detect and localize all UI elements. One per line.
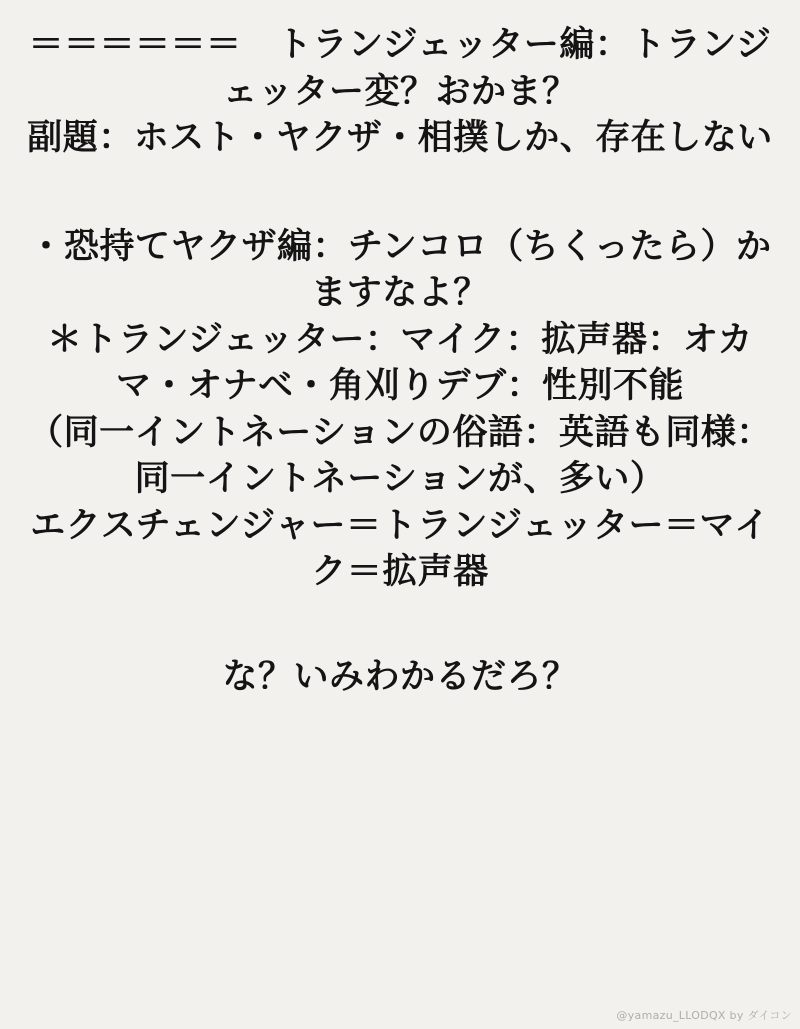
section-spacer-bottom <box>26 596 774 654</box>
body-text-2: ＊トランジェッター：マイク：拡声器：オカマ・オナベ・角刈りデブ：性別不能 <box>47 319 753 407</box>
body-text-3: （同一イントネーションの俗語：英語も同様：同一イントネーションが、多い） <box>28 412 772 500</box>
body-text-4: エクスチェンジャー＝トランジェッター＝マイク＝拡声器 <box>30 505 770 593</box>
body-text-1: ・恐持てヤクザ編：チンコロ（ちくったら）かますなよ？ <box>28 226 772 314</box>
section-spacer-top <box>26 162 774 224</box>
subtitle-block <box>26 115 774 162</box>
subtitle-text: 副題：ホスト・ヤクザ・相撲しか、存在しない <box>27 118 773 159</box>
body-block-4 <box>26 503 774 596</box>
body-block-2 <box>26 317 774 410</box>
closing-text: な？いみわかるだろ？ <box>222 657 578 698</box>
body-block-3 <box>26 410 774 503</box>
heading-block <box>26 22 774 115</box>
body-block-1 <box>26 224 774 317</box>
closing-block <box>26 654 774 701</box>
heading-text: ＝＝＝＝＝＝ トランジェッター編：トランジェッター変？おかま？ <box>28 25 772 112</box>
watermark-credit: @yamazu_LLODQX by ダイコン <box>616 1009 792 1022</box>
